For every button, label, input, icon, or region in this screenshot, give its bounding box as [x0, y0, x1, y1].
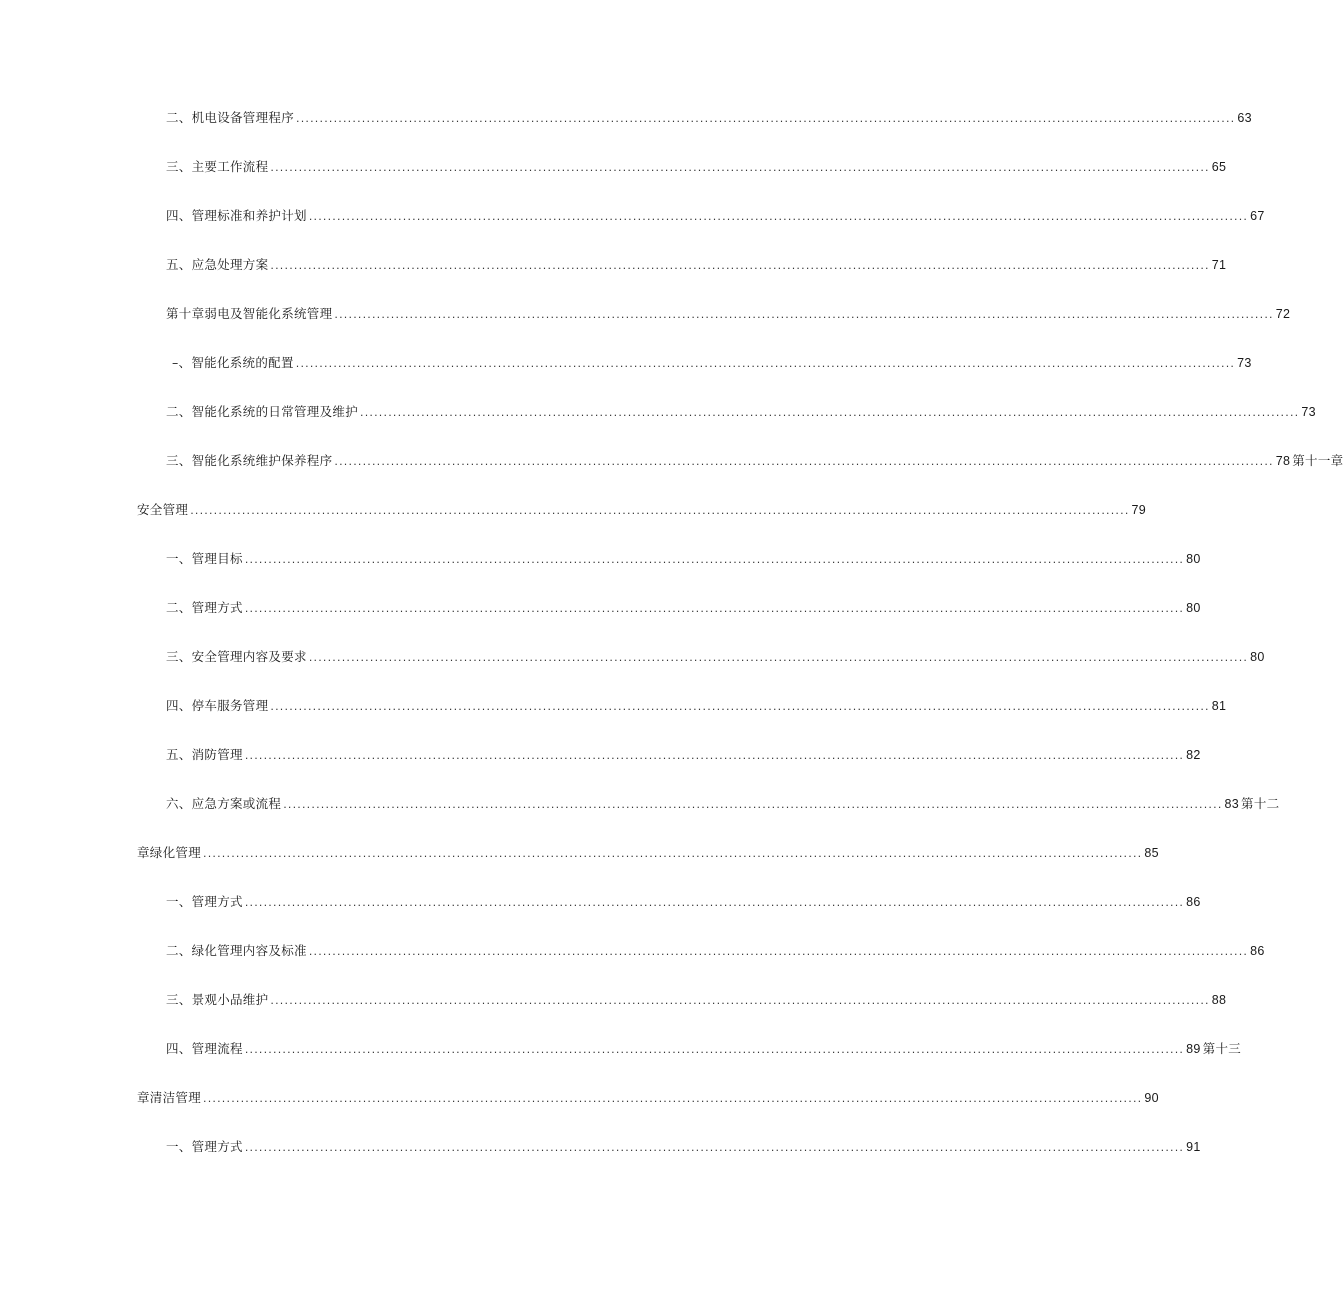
toc-entry-label: 五、消防管理	[166, 747, 243, 762]
toc-chapter-entry[interactable]	[166, 304, 1291, 324]
toc-entry[interactable]	[166, 990, 1227, 1010]
toc-entry-label: 四、停车服务管理	[166, 698, 269, 713]
toc-dot-leader: ........................................................................................................................................................................................................	[203, 847, 1143, 860]
toc-dot-leader: ........................................................................................................................................................................................................	[244, 749, 1185, 762]
toc-entry-page: 89	[1186, 1042, 1201, 1056]
toc-dot-leader: ........................................................................................................................................................................................................	[360, 406, 1300, 419]
toc-chapter-heading-start: 第十一章	[1292, 453, 1343, 468]
toc-entry[interactable]	[166, 745, 1201, 765]
toc-entry-page: 71	[1211, 258, 1227, 272]
toc-entry[interactable]	[166, 451, 1343, 471]
toc-dot-leader: ........................................................................................................................................................................................................	[190, 504, 1130, 517]
toc-chapter-entry[interactable]	[137, 500, 1147, 520]
toc-entry-page: 88	[1211, 993, 1227, 1007]
toc-entry-label: 第十章弱电及智能化系统管理	[166, 306, 333, 321]
toc-dot-leader: ........................................................................................................................................................................................................	[296, 112, 1236, 125]
toc-chapter-entry[interactable]	[137, 843, 1159, 863]
toc-dot-leader: ........................................................................................................................................................................................................	[334, 308, 1274, 321]
toc-entry-page: 73	[1237, 356, 1252, 370]
toc-dot-leader: ........................................................................................................................................................................................................	[244, 1043, 1185, 1056]
toc-entry-label: 三、主要工作流程	[166, 159, 269, 174]
toc-entry-page: 80	[1186, 601, 1201, 615]
toc-entry-label: 二、管理方式	[166, 600, 243, 615]
toc-dot-leader: ........................................................................................................................................................................................................	[270, 994, 1210, 1007]
toc-entry-page: 91	[1186, 1140, 1201, 1154]
toc-entry-label: 二、机电设备管理程序	[166, 110, 295, 125]
toc-dot-leader: ........................................................................................................................................................................................................	[244, 602, 1185, 615]
toc-dot-leader: ........................................................................................................................................................................................................	[295, 357, 1236, 370]
toc-dot-leader: ........................................................................................................................................................................................................	[244, 553, 1185, 566]
toc-entry[interactable]	[172, 353, 1252, 373]
toc-dot-leader: ........................................................................................................................................................................................................	[244, 896, 1185, 909]
toc-dot-leader: ........................................................................................................................................................................................................	[244, 1141, 1185, 1154]
toc-entry[interactable]	[166, 1137, 1201, 1157]
toc-entry-page: 82	[1186, 748, 1201, 762]
toc-entry[interactable]	[166, 696, 1227, 716]
toc-entry-label: 二、绿化管理内容及标准	[166, 943, 307, 958]
toc-chapter-heading-start: 第十三	[1202, 1041, 1242, 1056]
toc-entry-page: 73	[1301, 405, 1316, 419]
toc-entry-page: 85	[1144, 846, 1159, 860]
toc-entry-page: 81	[1211, 699, 1227, 713]
toc-entry[interactable]	[166, 255, 1227, 275]
toc-dot-leader: ........................................................................................................................................................................................................	[270, 161, 1210, 174]
toc-dot-leader: ........................................................................................................................................................................................................	[308, 945, 1249, 958]
toc-entry-page: 63	[1237, 111, 1252, 125]
toc-entry-page: 80	[1250, 650, 1265, 664]
toc-dot-leader: ........................................................................................................................................................................................................	[270, 700, 1210, 713]
toc-entry-label: 一、管理方式	[166, 894, 243, 909]
toc-entry-page: 65	[1211, 160, 1227, 174]
toc-dot-leader: ........................................................................................................................................................................................................	[308, 651, 1249, 664]
toc-entry-label: –、智能化系统的配置	[172, 355, 294, 370]
toc-entry[interactable]	[166, 794, 1280, 814]
toc-chapter-heading-start: 第十二	[1241, 796, 1280, 811]
toc-entry-label: 二、智能化系统的日常管理及维护	[166, 404, 359, 419]
toc-entry-label: 三、安全管理内容及要求	[166, 649, 307, 664]
toc-entry-label: 章绿化管理	[137, 845, 202, 860]
toc-chapter-entry[interactable]	[137, 1088, 1159, 1108]
toc-entry-page: 90	[1144, 1091, 1159, 1105]
toc-entry-page: 80	[1186, 552, 1201, 566]
toc-entry[interactable]	[166, 598, 1201, 618]
toc-entry-label: 三、景观小品维护	[166, 992, 269, 1007]
toc-entry-page: 86	[1250, 944, 1265, 958]
toc-entry-page: 72	[1275, 307, 1291, 321]
toc-entry-label: 安全管理	[137, 502, 189, 517]
toc-entry[interactable]	[166, 1039, 1242, 1059]
toc-entry[interactable]	[166, 892, 1201, 912]
toc-entry-page: 79	[1131, 503, 1147, 517]
toc-entry-page: 78	[1275, 454, 1291, 468]
toc-entry[interactable]	[166, 549, 1201, 569]
toc-entry-label: 五、应急处理方案	[166, 257, 269, 272]
toc-entry-label: 一、管理方式	[166, 1139, 243, 1154]
toc-entry[interactable]	[166, 108, 1252, 128]
toc-entry[interactable]	[166, 157, 1227, 177]
toc-dot-leader: ........................................................................................................................................................................................................	[203, 1092, 1143, 1105]
toc-dot-leader: ........................................................................................................................................................................................................	[283, 798, 1223, 811]
toc-dot-leader: ........................................................................................................................................................................................................	[308, 210, 1249, 223]
toc-entry[interactable]	[166, 647, 1265, 667]
toc-entry-page: 67	[1250, 209, 1265, 223]
toc-entry[interactable]	[166, 206, 1265, 226]
toc-entry-label: 三、智能化系统维护保养程序	[166, 453, 333, 468]
toc-entry-label: 四、管理流程	[166, 1041, 243, 1056]
toc-entry[interactable]	[166, 402, 1316, 422]
toc-dot-leader: ........................................................................................................................................................................................................	[270, 259, 1210, 272]
toc-entry-page: 83	[1224, 797, 1240, 811]
toc-entry-page: 86	[1186, 895, 1201, 909]
toc-dot-leader: ........................................................................................................................................................................................................	[334, 455, 1274, 468]
toc-entry-label: 六、应急方案或流程	[166, 796, 282, 811]
toc-entry-label: 章清洁管理	[137, 1090, 202, 1105]
toc-entry-label: 四、管理标准和养护计划	[166, 208, 307, 223]
toc-entry[interactable]	[166, 941, 1265, 961]
toc-entry-label: 一、管理目标	[166, 551, 243, 566]
